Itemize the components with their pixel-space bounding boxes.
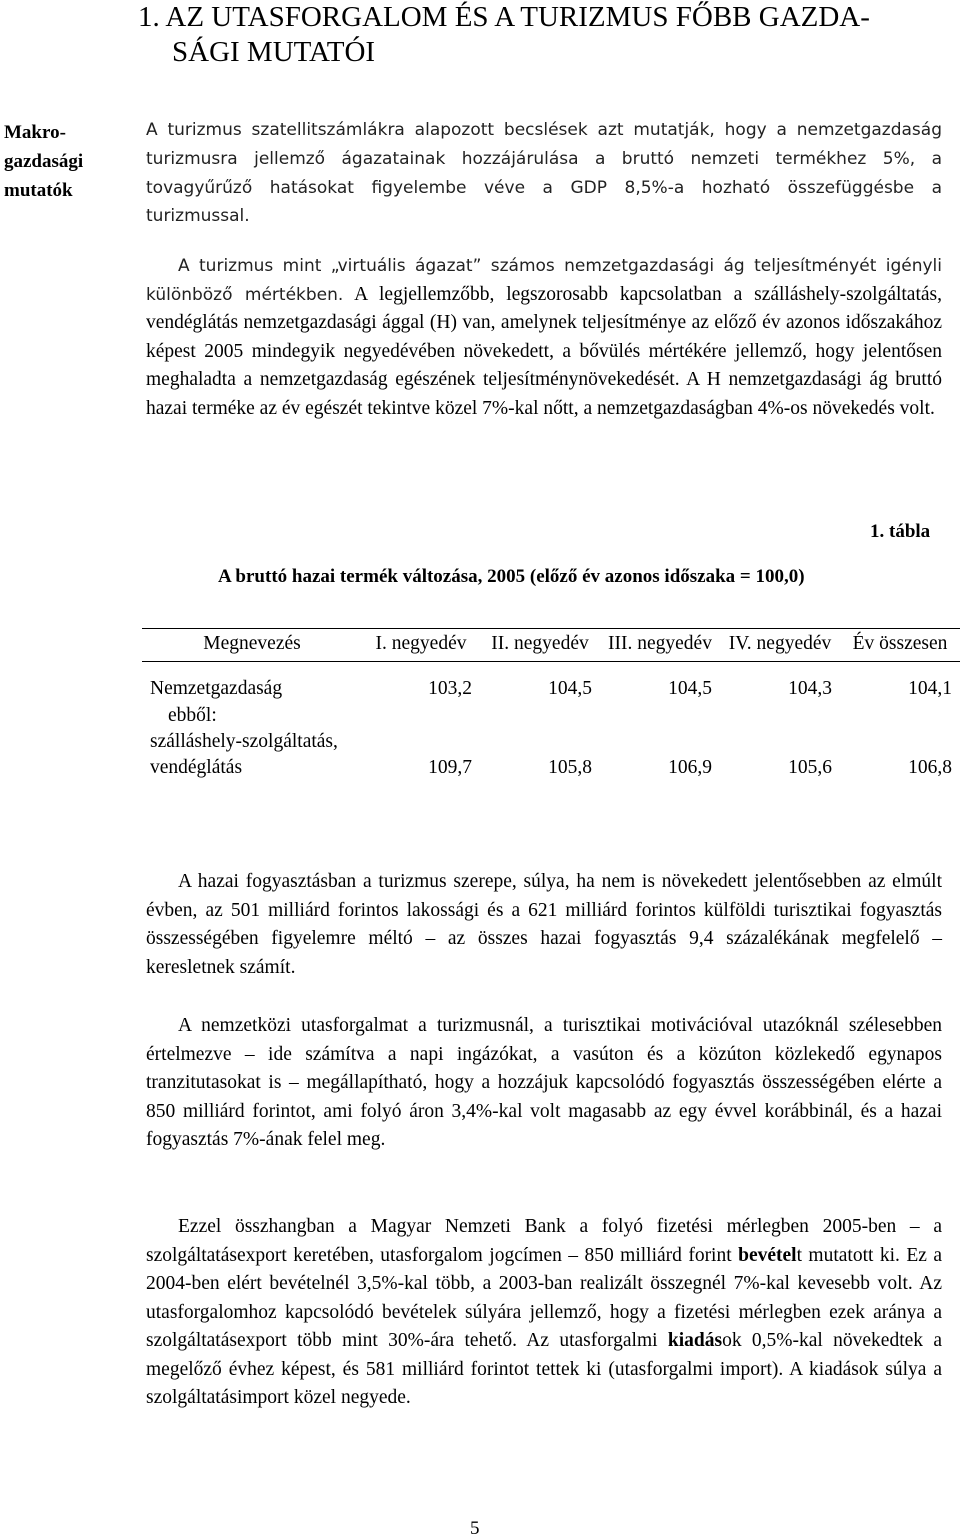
paragraph-5-part: Ezzel összhangban a Magyar Nemzeti Bank a folyó fizetési mérlegben 2005-ben – a szolgáltatásexport keretében, utasforgalom jogcímen – 850 milliárd forint (146, 1216, 942, 1266)
table-row-label: ebből: (168, 704, 217, 726)
table-cell (362, 702, 480, 729)
table-header-cell: II. negyedév (480, 629, 600, 662)
paragraph-5-bold: kiadás (667, 1330, 723, 1351)
table-cell: 105,8 (548, 756, 592, 778)
chapter-title-line-1: 1. AZ UTASFORGALOM ÉS A TURIZMUS FŐBB GAZDA- (138, 1, 870, 33)
table-row (142, 662, 960, 702)
table-row (142, 729, 960, 781)
table-cell: 104,5 (668, 677, 712, 699)
table-cell: 109,7 (428, 756, 472, 778)
table-cell (840, 702, 960, 729)
table-row (142, 702, 960, 729)
table-header-cell: III. negyedév (600, 629, 720, 662)
table-row-label: Nemzetgazdaság (150, 677, 283, 699)
table-cell: 104,5 (548, 677, 592, 699)
margin-label-line: gazdasági (4, 151, 84, 172)
paragraph-5-bold: bevétel (738, 1244, 797, 1266)
table-cell: 104,1 (908, 677, 952, 699)
paragraph-2 (146, 252, 942, 423)
chapter-title (138, 0, 938, 70)
table-cell: 106,8 (908, 756, 952, 778)
gdp-table (142, 628, 960, 781)
paragraph-5 (146, 1213, 942, 1413)
table-header-cell: IV. negyedév (720, 629, 840, 662)
table-cell: 106,9 (668, 756, 712, 778)
table-header-row (142, 629, 960, 662)
margin-label-line: Makro- (4, 122, 66, 143)
paragraph-3: A hazai fogyasztásban a turizmus szerepe, súlya, ha nem is növekedett jelentősebben az elmúlt évben, az 501 milliárd forintos lakossági és a 621 milliárd forintos külföldi turisztikai fogyasztás összességében figyelemre méltó – az összes hazai fogyasztás 9,4 százalékának megfelelő – keresletnek számít. (146, 871, 942, 978)
table-cell (480, 702, 600, 729)
paragraph-2-rest: A legjellemzőbb, legszorosabb kapcsolatban a szálláshely-szolgáltatás, vendéglátás nemzetgazdasági ággal (H) van, amelynek teljesítménye az előző év azonos időszakához képest 2005 mindegyik negyedévében növekedett, a bővülés mértékére jellemző, hogy jelentősen meghaladta a nemzetgazdaság egészének teljesítménynövekedését. A H nemzetgazdasági ág bruttó hazai terméke az év egészét tekintve közel 7%-kal nőtt, a nemzetgazdaságban 4%-os növekedés volt. (146, 283, 942, 419)
paragraph-1: A turizmus szatellitszámlákra alapozott becslések azt mutatják, hogy a nemzetgazdaság turizmusra jellemző ágazatainak hozzájárulása a bruttó nemzeti termékhez 5%, a tovagyűrűző hatásokat figyelembe véve a GDP 8,5%-a hozható összefüggésbe a turizmussal. (146, 120, 942, 227)
table-cell (600, 702, 720, 729)
paragraph-4: A nemzetközi utasforgalmat a turizmusnál, a turisztikai motivációval utazóknál szélesebben értelmezve – ide számítva a napi ingázókat, a vasúton és a közúton közlekedő egynapos tranzitutasokat is – megállapítható, hogy a hozzájuk kapcsolódó fogyasztás összességében elérte a 850 milliárd forintot, ami folyó áron 3,4%-kal volt magasabb az egy évvel korábbinál, és a hazai fogyasztás 7%-ának felel meg. (146, 1015, 942, 1150)
table-cell: 105,6 (788, 756, 832, 778)
paragraph-5-part: ok 0,5%-kal növekedtek a megelőző évhez képest, és 581 milliárd forintot tettek ki (utasforgalmi import). A kiadások súlya a szolgáltatásimport közel negyede. (146, 1330, 942, 1408)
table-cell (720, 702, 840, 729)
table-row-label: szálláshely-szolgáltatás, vendéglátás (150, 730, 338, 778)
table-caption: A bruttó hazai termék változása, 2005 (előző év azonos időszaka = 100,0) (218, 566, 805, 587)
margin-label (4, 118, 134, 205)
table-header-cell: Megnevezés (142, 629, 362, 662)
table-header-cell: I. negyedév (362, 629, 480, 662)
table-header-cell: Év összesen (840, 629, 960, 662)
table-number: 1. tábla (870, 521, 931, 542)
page-number: 5 (470, 1518, 480, 1539)
paragraph-5-part: t mutatott ki. Ez a 2004-ben elért bevételnél 3,5%-kal több, a 2003-ban realizált összegnél 7%-kal kevesebb volt. Az utasforgalomhoz kapcsolódó bevételek súlyára jellemző, hogy a fizetési mérlegben ezek aránya a szolgáltatásexport több mint 30%-ára tehető. Az utasforgalmi (146, 1244, 942, 1351)
paragraph-2-lead: A turizmus mint „virtuális ágazat” számos nemzetgazdasági ág teljesítményét igényli különböző mértékben. (146, 256, 942, 305)
table-cell: 103,2 (428, 677, 472, 699)
table-cell: 104,3 (788, 677, 832, 699)
chapter-title-line-2: SÁGI MUTATÓI (172, 36, 376, 68)
margin-label-line: mutatók (4, 180, 73, 201)
